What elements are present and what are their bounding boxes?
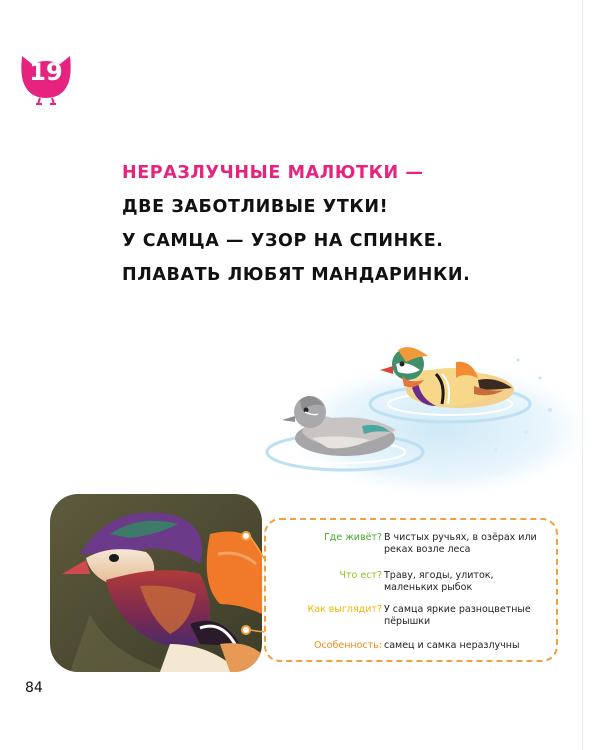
info-label-habitat: Где живёт? [324, 532, 382, 543]
info-value-feature: самец и самка неразлучны [384, 640, 520, 651]
owl-badge-icon [14, 44, 78, 108]
info-label-food: Что ест? [339, 570, 382, 581]
info-value-appearance: У самца яркие разноцветные пёрышки [384, 604, 531, 627]
info-label-feature: Особенность: [313, 640, 382, 651]
badge-number: 19 [29, 58, 63, 86]
info-box [264, 518, 558, 662]
poem [122, 156, 562, 292]
mandarin-duck-photo [50, 494, 262, 672]
poem-line-1: НЕРАЗЛУЧНЫЕ МАЛЮТКИ — [122, 163, 424, 183]
info-value-food: Траву, ягоды, улиток, маленьких рыбок [384, 570, 494, 593]
info-label-appearance: Как выглядит? [307, 604, 382, 615]
info-value-habitat: В чистых ручьях, в озёрах или реках возле леса [384, 532, 537, 555]
mandarin-ducks-illustration [250, 320, 590, 500]
poem-line-3: У САМЦА — УЗОР НА СПИНКЕ. [122, 231, 444, 251]
poem-line-4: ПЛАВАТЬ ЛЮБЯТ МАНДАРИНКИ. [122, 265, 471, 285]
poem-line-2: ДВЕ ЗАБОТЛИВЫЕ УТКИ! [122, 197, 389, 217]
page-number: 84 [25, 680, 43, 696]
